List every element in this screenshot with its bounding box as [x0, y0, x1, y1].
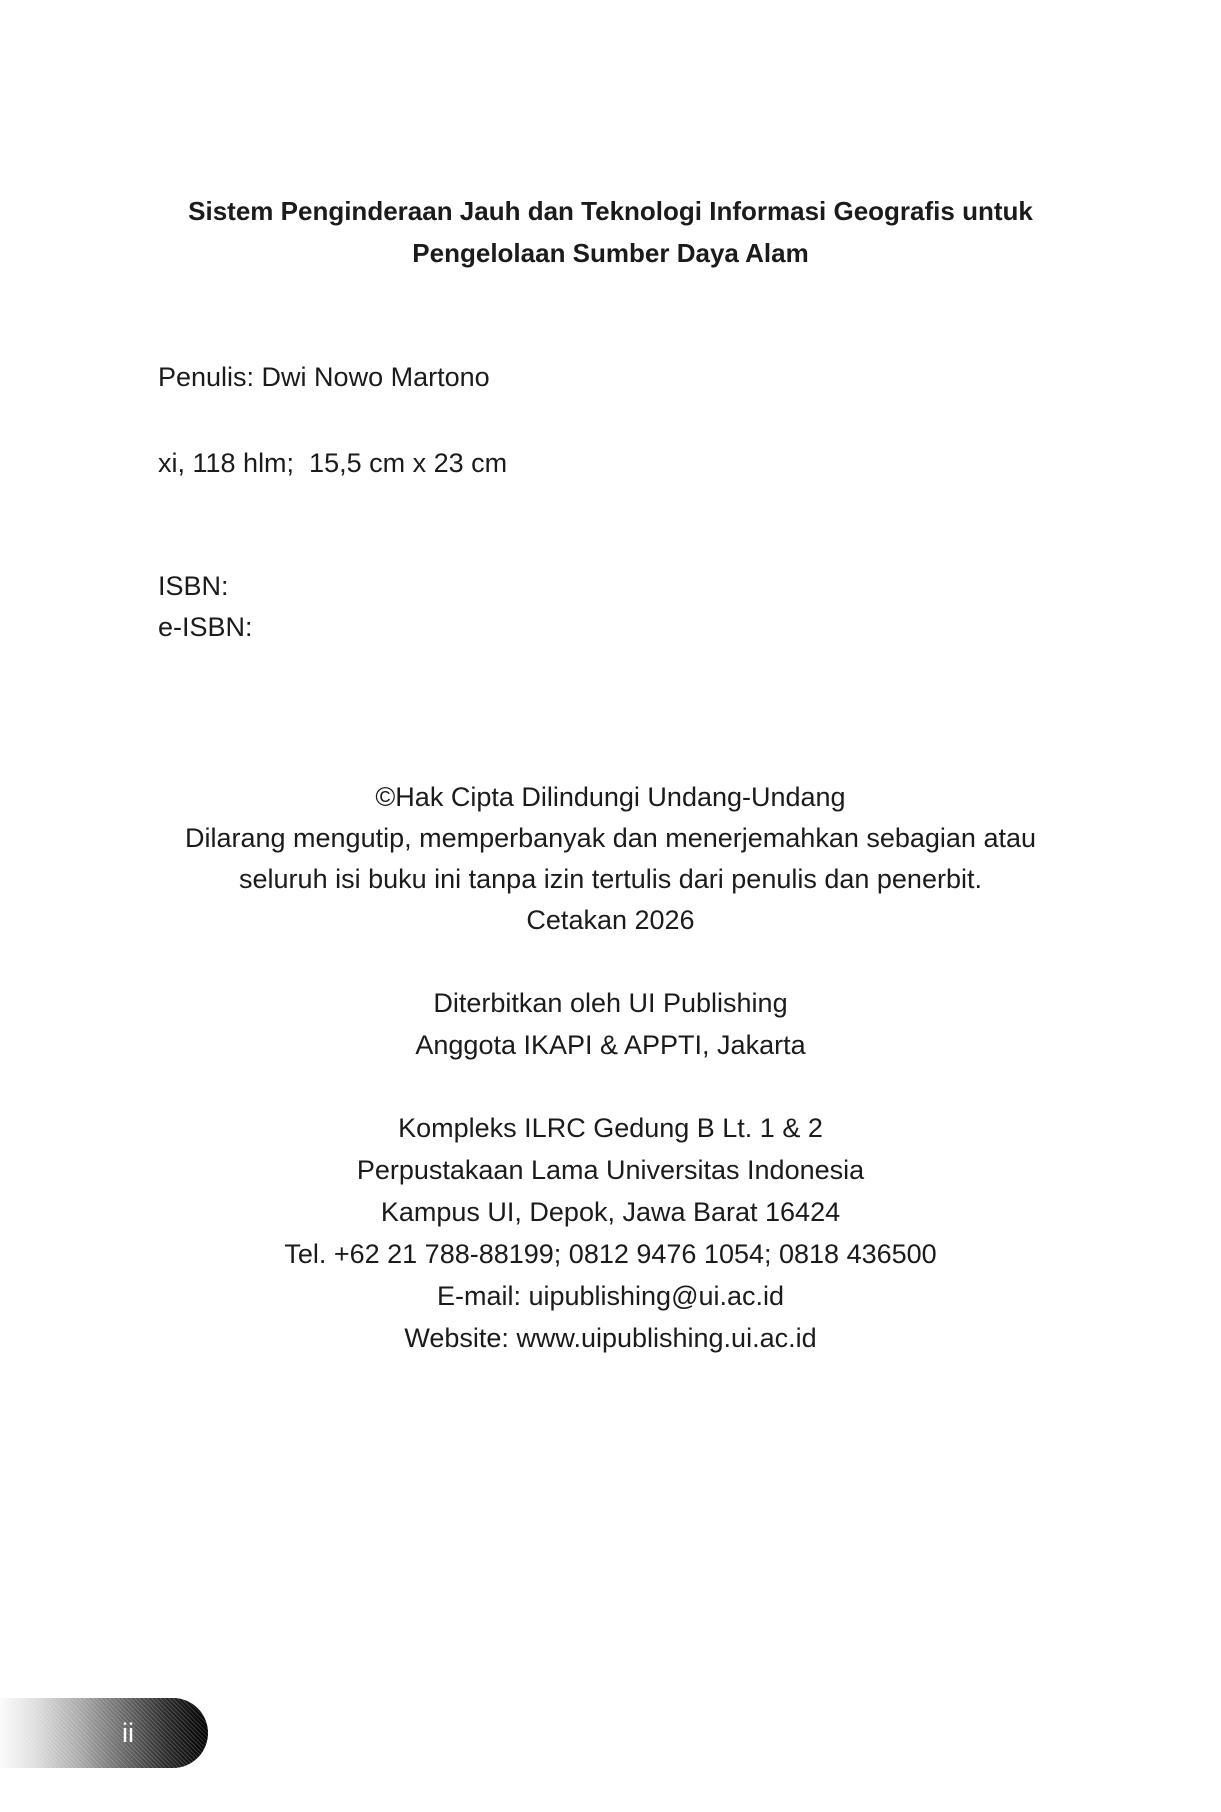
book-title-line-2: Pengelolaan Sumber Daya Alam [412, 238, 809, 268]
page-number-tab [0, 1698, 208, 1768]
author-line: Penulis: Dwi Nowo Martono [158, 362, 490, 392]
page-number: ii [122, 1718, 134, 1748]
address-line-1: Kompleks ILRC Gedung B Lt. 1 & 2 [398, 1113, 823, 1143]
address-line-3: Kampus UI, Depok, Jawa Barat 16424 [380, 1197, 841, 1227]
website-line: Website: www.uipublishing.ui.ac.id [404, 1323, 817, 1353]
email-line: E-mail: uipublishing@ui.ac.id [436, 1281, 785, 1311]
copyright-line-3: seluruh isi buku ini tanpa izin tertulis dari penulis dan penerbit. [239, 864, 982, 894]
book-title [0, 190, 1221, 274]
collation-line: xi, 118 hlm; 15,5 cm x 23 cm [158, 448, 508, 478]
publisher-line-2: Anggota IKAPI & APPTI, Jakarta [415, 1030, 806, 1060]
copyright-line-1: ©Hak Cipta Dilindungi Undang-Undang [375, 782, 846, 812]
eisbn-label: e-ISBN: [158, 612, 253, 642]
publisher-block [0, 982, 1221, 1066]
copyright-notice [0, 777, 1221, 941]
copyright-line-2: Dilarang mengutip, memperbanyak dan menerjemahkan sebagian atau [184, 823, 1036, 853]
phone-line: Tel. +62 21 788-88199; 0812 9476 1054; 0818 436500 [284, 1239, 937, 1269]
book-title-line-1: Sistem Penginderaan Jauh dan Teknologi Informasi Geografis untuk [188, 196, 1033, 226]
publisher-line-1: Diterbitkan oleh UI Publishing [433, 988, 788, 1018]
address-line-2: Perpustakaan Lama Universitas Indonesia [356, 1155, 865, 1185]
isbn-block [158, 566, 253, 648]
print-edition-line: Cetakan 2026 [526, 905, 695, 935]
publisher-contact-block [0, 1107, 1221, 1359]
isbn-label: ISBN: [158, 571, 229, 601]
